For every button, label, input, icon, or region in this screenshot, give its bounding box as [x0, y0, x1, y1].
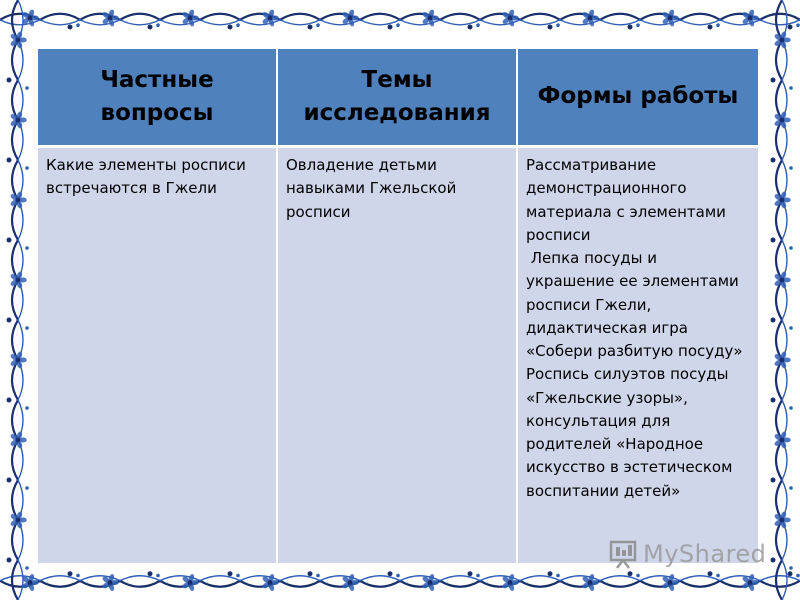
- ornament-border-right: [764, 0, 800, 600]
- ornament-flower: [9, 271, 26, 289]
- header-questions: Частные вопросы: [38, 49, 278, 148]
- cell-topics: Овладение детьми навыками Гжельской росписи: [278, 148, 518, 563]
- presentation-board-icon: [607, 538, 639, 570]
- ornament-border-top: [0, 0, 800, 36]
- watermark: [607, 537, 766, 571]
- ornament-flower: [773, 271, 790, 289]
- ornament-flower: [773, 31, 790, 49]
- table-row: [38, 148, 758, 563]
- ornament-border-left: [0, 0, 36, 600]
- form-item: Рассматривание демонстрационного материала с элементами росписи: [526, 156, 726, 244]
- ornament-flower: [9, 431, 26, 449]
- ornament-flower: [773, 511, 790, 529]
- watermark-text: MyShared: [643, 540, 767, 568]
- form-item: Лепка посуды и украшение ее элементами росписи Гжели, дидактическая игра «Собери разбитую посуду»: [526, 249, 749, 360]
- research-table: [38, 49, 758, 563]
- table-header-row: [38, 49, 758, 148]
- ornament-flower: [773, 191, 790, 209]
- cell-questions: Какие элементы росписи встречаются в Гжели: [38, 148, 278, 563]
- header-forms: Формы работы: [518, 49, 758, 148]
- ornament-flower: [773, 431, 790, 449]
- cell-forms: [518, 148, 758, 563]
- ornament-flower: [773, 351, 790, 369]
- ornament-flower: [9, 191, 26, 209]
- ornament-flower: [9, 351, 26, 369]
- ornament-flower: [9, 511, 26, 529]
- ornament-flower: [9, 31, 26, 49]
- ornament-flower: [9, 111, 26, 129]
- ornament-flower: [773, 111, 790, 129]
- form-item: Роспись силуэтов посуды «Гжельские узоры», консультация для родителей «Народное искусство в эстетическом воспитании детей»: [526, 365, 733, 500]
- header-topics: Темы исследования: [278, 49, 518, 148]
